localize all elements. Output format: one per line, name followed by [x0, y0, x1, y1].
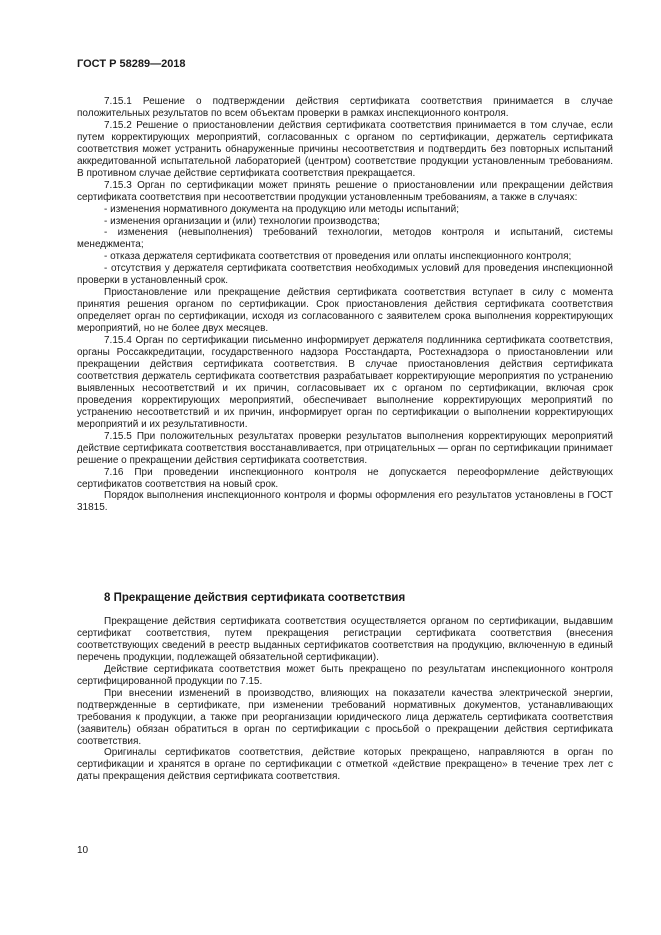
document-header: ГОСТ Р 58289—2018 — [77, 58, 186, 70]
list-item: - изменения (невыполнения) требований технологии, методов контроля и испытаний, системы менеджмента; — [77, 227, 613, 251]
list-item: - отказа держателя сертификата соответствия от проведения или оплаты инспекционного контроля; — [104, 251, 572, 263]
section-8-title: 8 Прекращение действия сертификата соответствия — [104, 592, 406, 604]
list-item: - изменения нормативного документа на продукцию или методы испытаний; — [104, 203, 460, 215]
paragraph: При внесении изменений в производство, влияющих на показатели качества электрической энергии, подтвержденные в сертификате, при изменении требований нормативных документов, устанавливающих требования к продукции, а также при реорганизации юридического лица держатель сертификата соответствия (заявитель) обязан обратиться в орган по сертификации с просьбой о прекращении действия сертификата соответствия. — [77, 687, 613, 747]
page-number: 10 — [77, 845, 89, 856]
section-7-body — [77, 96, 613, 514]
paragraph: 7.15.4 Орган по сертификации письменно информирует держателя подлинника сертификата соответствия, органы Россаккредитации, государственного надзора Росстандарта, Ростехнадзора о приостановлении или прекращении действия сертификата соответствия. В случае приостановления действия сертификата соответствия держатель сертификата соответствия разрабатывает корректирующие мероприятия по устранению выявленных несоответствий и их причин, согласовывает их с органом по сертификации, включая срок проведения корректирующих мероприятий, обеспечивает выполнение корректирующих мероприятий по устранению несоответствий и их причин, информирует орган по сертификации о выполнении корректирующих мероприятий и их результативности. — [77, 335, 613, 430]
paragraph: 7.15.3 Орган по сертификации может принять решение о приостановлении или прекращении действия сертификата соответствия при несоответствии продукции установленным требованиям, а также в случаях: — [77, 179, 613, 203]
paragraph: 7.15.1 Решение о подтверждении действия сертификата соответствия принимается в случае положительных результатов по всем объектам проверки в рамках инспекционного контроля. — [77, 96, 613, 119]
list-item: - изменения организации и (или) технологии производства; — [104, 215, 380, 227]
list-item: - отсутствия у держателя сертификата соответствия необходимых условий для проведения инспекционной проверки в установленный срок. — [77, 263, 613, 287]
paragraph: 7.15.2 Решение о приостановлении действия сертификата соответствия принимается в том случае, если путем корректирующих мероприятий, согласованных с органом по сертификации, держатель сертификата соответствия может устранить обнаруженные причины несоответствия и подтвердить без повторных испытаний аккредитованной испытательной лабораторией (центром) соответствие продукции установленным требованиям. В противном случае действие сертификата соответствия прекращается. — [77, 119, 613, 179]
paragraph: Действие сертификата соответствия может быть прекращено по результатам инспекционного контроля сертифицированной продукции по 7.15. — [77, 663, 613, 687]
paragraph: Порядок выполнения инспекционного контроля и формы оформления его результатов установлены в ГОСТ 31815. — [77, 490, 613, 514]
paragraph: 7.15.5 При положительных результатах проверки результатов выполнения корректирующих мероприятий действие сертификата соответствия восстанавливается, при отрицательных — орган по сертификации принимает решение о прекращении действия сертификата соответствия. — [77, 430, 613, 466]
paragraph: Приостановление или прекращение действия сертификата соответствия вступает в силу с момента принятия решения органом по сертификации. Срок приостановления действия сертификата соответствия определяет орган по сертификации, исходя из согласованного с заявителем срока выполнения корректирующих мероприятий, но не более двух месяцев. — [77, 287, 613, 335]
paragraph: Оригиналы сертификатов соответствия, действие которых прекращено, направляются в орган по сертификации и хранятся в органе по сертификации с отметкой «действие прекращено» в течение трех лет с даты прекращения действия сертификата соответствия. — [77, 747, 613, 783]
paragraph: Прекращение действия сертификата соответствия осуществляется органом по сертификации, выдавшим сертификат соответствия, путем прекращения регистрации сертификата соответствия (внесения соответствующих сведений в реестр выданных сертификатов соответствия на продукцию, включенную в единый перечень продукции, подлежащей обязательной сертификации). — [77, 616, 613, 663]
paragraph: 7.16 При проведении инспекционного контроля не допускается переоформление действующих сертификатов соответствия на новый срок. — [77, 466, 613, 490]
section-8-body — [77, 616, 613, 783]
